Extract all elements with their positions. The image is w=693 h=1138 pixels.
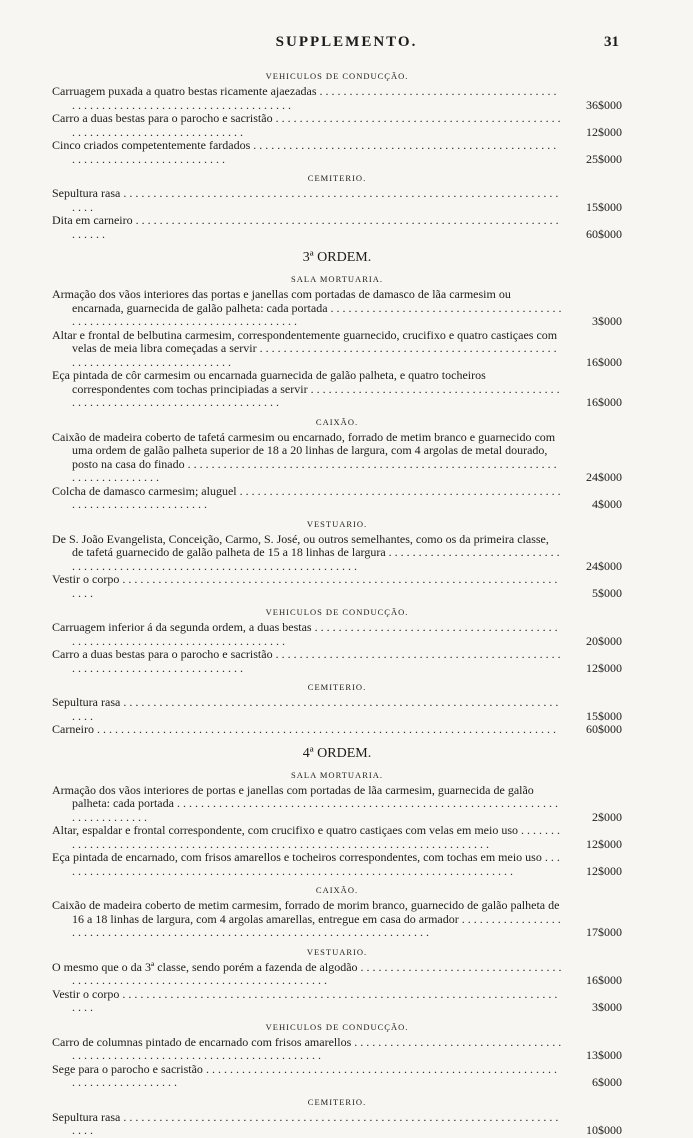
item-description: Caixão de madeira coberto de tafetá carmesim ou encarnado, forrado de metim branco e guarnecido com uma ordem de galão palheta superior de 18 a 20 linhas de largura, com 4 argolas de metal dourado, posto na casa do finado [52,430,556,471]
item-description: Vestir o corpo [52,987,120,1001]
price-item [52,573,622,600]
price-item [52,112,622,139]
price-item [52,621,622,648]
section-subtitle: VESTUARIO. [306,518,368,529]
section-subtitle: CEMITERIO. [307,1096,367,1107]
item-description: Altar e frontal de belbutina carmesim, correspondentemente guarnecido, crucifixo e quatro castiçaes com velas de meia libra começadas a servir [52,328,558,355]
page-number: 31 [604,34,619,50]
item-price: 60$000 [586,722,622,736]
item-description: O mesmo que o da 3ª classe, sendo porém a fazenda de algodão [52,960,358,974]
price-item [52,533,622,574]
order-heading: 3ª ORDEM. [302,250,372,265]
running-title: SUPPLEMENTO. [275,34,418,50]
leader-dots [72,187,558,214]
item-price: 6$000 [592,1075,622,1089]
item-description: Eça pintada de côr carmesim ou encarnada guarnecida de galão palheta, e quatro tocheiros correspondentes com tochas principiadas a servir [52,369,486,396]
item-description: Vestir o corpo [52,573,120,586]
price-item [52,784,622,825]
item-description: Sepultura rasa [52,1110,121,1124]
item-description: Caixão de madeira coberto de metim carmesim, forrado de morim branco, guarnecido de galão palheta de 16 a 18 linhas de largura, com 4 argolas amarellas, entregue em casa do armador [52,899,560,926]
section-subtitle: VEHICULOS DE CONDUCÇÃO. [265,1021,409,1032]
price-item [52,988,622,1015]
price-item [52,899,622,940]
item-description: Carro a duas bestas para o parocho e sacristão [52,648,273,661]
item-price: 13$000 [586,1048,622,1062]
item-price: 20$000 [586,633,622,648]
item-price: 60$000 [586,226,622,241]
price-item [52,1036,622,1063]
price-item [52,961,622,988]
item-description: Carro de columnas pintado de encarnado com frisos amarellos [52,1035,352,1049]
item-price: 10$000 [586,1123,622,1137]
leader-dots [72,696,558,723]
price-item [52,288,622,329]
price-item [52,851,622,878]
item-description: Armação dos vãos interiores de portas e janellas com portadas de lãa carmesim, guarnecida de galão palheta: cada portada [52,783,534,810]
item-price: 3$000 [592,1000,622,1014]
item-description: Sege para o parocho e sacristão [52,1062,203,1076]
price-item [52,648,622,675]
item-description: Altar, espaldar e frontal correspondente, com crucifixo e quatro castiçaes com velas em meio uso [52,824,519,837]
item-price: 15$000 [586,199,622,214]
section-subtitle: VEHICULOS DE CONDUCÇÃO. [265,71,409,81]
price-item [52,824,622,851]
item-description: Carneiro [52,723,94,736]
section-subtitle: CAIXÃO. [315,416,359,427]
item-price: 12$000 [586,660,622,675]
leader-dots [72,988,557,1015]
item-price: 16$000 [586,354,622,369]
item-price: 16$000 [586,395,622,409]
price-item [52,431,622,485]
section-subtitle: CEMITERIO. [307,682,367,692]
item-description: Sepultura rasa [52,187,121,200]
item-price: 17$000 [586,925,622,939]
price-item [52,369,622,410]
page-header [0,34,693,56]
section-subtitle: SALA MORTUARIA. [291,769,383,780]
item-description: Dita em carneiro [52,214,133,227]
price-item [52,329,622,370]
price-list [52,64,622,1138]
price-item [52,139,622,166]
price-item [52,1063,622,1090]
item-description: Carro a duas bestas para o parocho e sacristão [52,112,273,125]
item-description: Eça pintada de encarnado, com frisos amarellos e tocheiros correspondentes, com tochas em meio uso [52,851,542,864]
price-item [52,1111,622,1138]
leader-dots [72,573,557,600]
leader-dots [94,723,556,736]
item-description: Cinco criados competentemente fardados [52,139,251,152]
item-price: 25$000 [586,151,622,166]
item-price: 24$000 [586,470,622,484]
price-item [52,187,622,214]
section-subtitle: SALA MORTUARIA. [291,274,383,284]
item-price: 24$000 [586,558,622,573]
leader-dots [72,214,559,241]
price-item [52,696,622,723]
item-description: Carruagem inferior á da segunda ordem, a duas bestas [52,621,312,634]
item-description: Armação dos vãos interiores das portas e janellas com portadas de damasco de lãa carmesim ou encarnada, guarnecida de galão palheta: cada portada [52,288,511,315]
item-description: Carruagem puxada a quatro bestas ricamente ajaezadas [52,85,317,98]
item-price: 15$000 [586,708,622,723]
item-price: 16$000 [586,973,622,987]
section-subtitle: CEMITERIO. [307,173,367,183]
price-item [52,485,622,512]
item-price: 36$000 [586,97,622,112]
item-description: Sepultura rasa [52,696,121,709]
price-item [52,85,622,112]
item-price: 5$000 [592,585,622,600]
price-item [52,723,622,737]
item-price: 3$000 [592,314,622,328]
section-subtitle: CAIXÃO. [315,885,359,895]
item-price: 12$000 [586,836,622,851]
item-description: De S. João Evangelista, Conceição, Carmo, S. José, ou outros semelhantes, como os da primeira classe, de tafetá guarnecido de galão palheta de 15 a 18 linhas de largura [52,532,549,559]
price-item [52,214,622,241]
item-price: 12$000 [586,124,622,139]
leader-dots [72,1111,558,1138]
order-heading: 4ª ORDEM. [302,745,372,761]
section-subtitle: VEHICULOS DE CONDUCÇÃO. [265,607,409,617]
item-price: 12$000 [586,863,622,878]
item-price: 4$000 [592,497,622,511]
section-subtitle: VESTUARIO. [306,946,368,957]
item-description: Colcha de damasco carmesim; aluguel [52,484,237,498]
item-price: 2$000 [592,809,622,824]
